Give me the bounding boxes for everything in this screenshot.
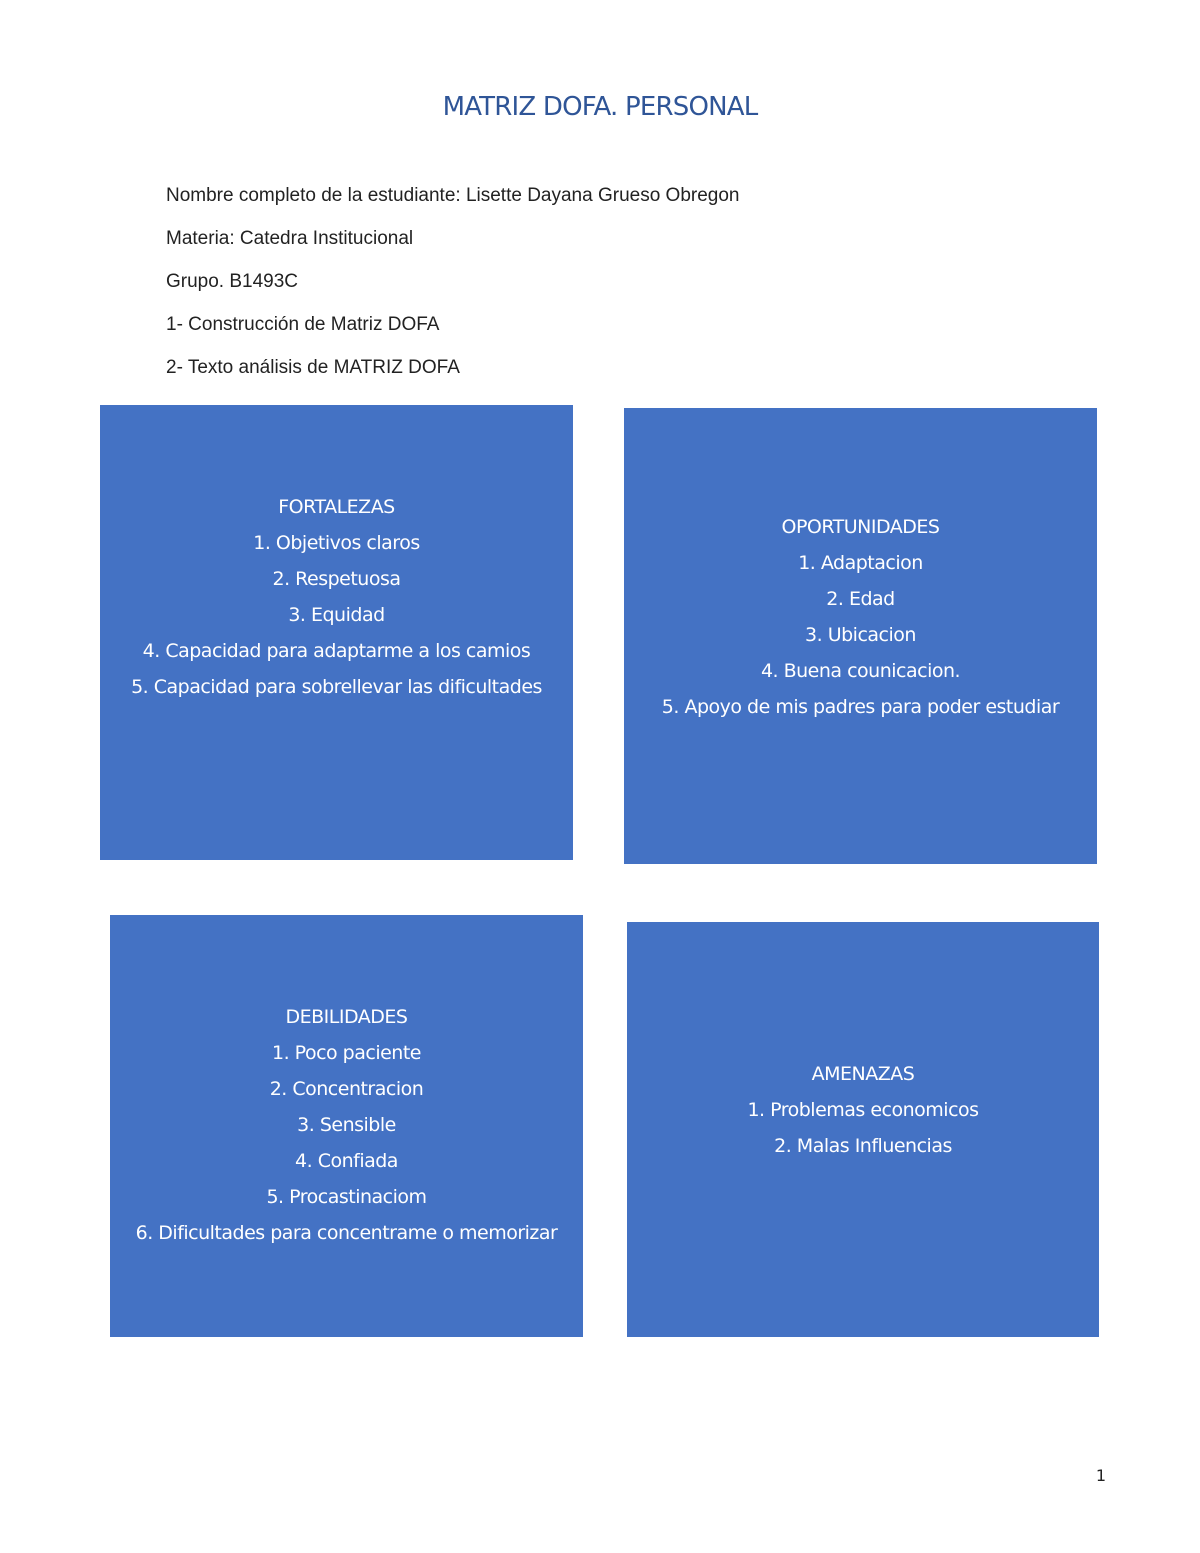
- debilidades-item: 5. Procastinaciom: [266, 1186, 427, 1208]
- debilidades-item: 1. Poco paciente: [272, 1042, 421, 1064]
- fortalezas-item: 5. Capacidad para sobrellevar las dificultades: [131, 676, 542, 698]
- oportunidades-item: 4. Buena counicacion.: [760, 660, 961, 682]
- fortalezas-item: 1. Objetivos claros: [253, 532, 420, 554]
- amenazas-box: [627, 922, 1099, 1337]
- fortalezas-item: 3. Equidad: [288, 604, 385, 626]
- task-2-line: 2- Texto análisis de MATRIZ DOFA: [166, 357, 460, 378]
- debilidades-item: 3. Sensible: [297, 1114, 396, 1136]
- task-1-line: 1- Construcción de Matriz DOFA: [166, 314, 440, 335]
- oportunidades-box: [624, 408, 1097, 864]
- page-number: 1: [1095, 1466, 1106, 1485]
- oportunidades-item: 1. Adaptacion: [798, 552, 923, 574]
- oportunidades-item: 2. Edad: [826, 588, 895, 610]
- debilidades-item: 6. Dificultades para concentrame o memorizar: [135, 1222, 558, 1244]
- amenazas-title: AMENAZAS: [811, 1063, 915, 1085]
- fortalezas-title: FORTALEZAS: [278, 496, 395, 518]
- debilidades-item: 4. Confiada: [295, 1150, 398, 1172]
- fortalezas-item: 4. Capacidad para adaptarme a los camios: [142, 640, 531, 662]
- oportunidades-item: 3. Ubicacion: [805, 624, 916, 646]
- debilidades-item: 2. Concentracion: [269, 1078, 424, 1100]
- oportunidades-title: OPORTUNIDADES: [781, 516, 940, 538]
- student-name-line: Nombre completo de la estudiante: Lisette Dayana Grueso Obregon: [166, 185, 740, 206]
- group-line: Grupo. B1493C: [166, 271, 299, 292]
- oportunidades-item: 5. Apoyo de mis padres para poder estudiar: [661, 696, 1060, 718]
- debilidades-title: DEBILIDADES: [285, 1006, 408, 1028]
- debilidades-box: [110, 915, 583, 1337]
- amenazas-item: 2. Malas Influencias: [774, 1135, 952, 1157]
- fortalezas-box: [100, 405, 573, 860]
- amenazas-item: 1. Problemas economicos: [747, 1099, 979, 1121]
- subject-line: Materia: Catedra Institucional: [166, 228, 414, 249]
- page-title: MATRIZ DOFA. PERSONAL: [442, 92, 758, 122]
- fortalezas-item: 2. Respetuosa: [272, 568, 401, 590]
